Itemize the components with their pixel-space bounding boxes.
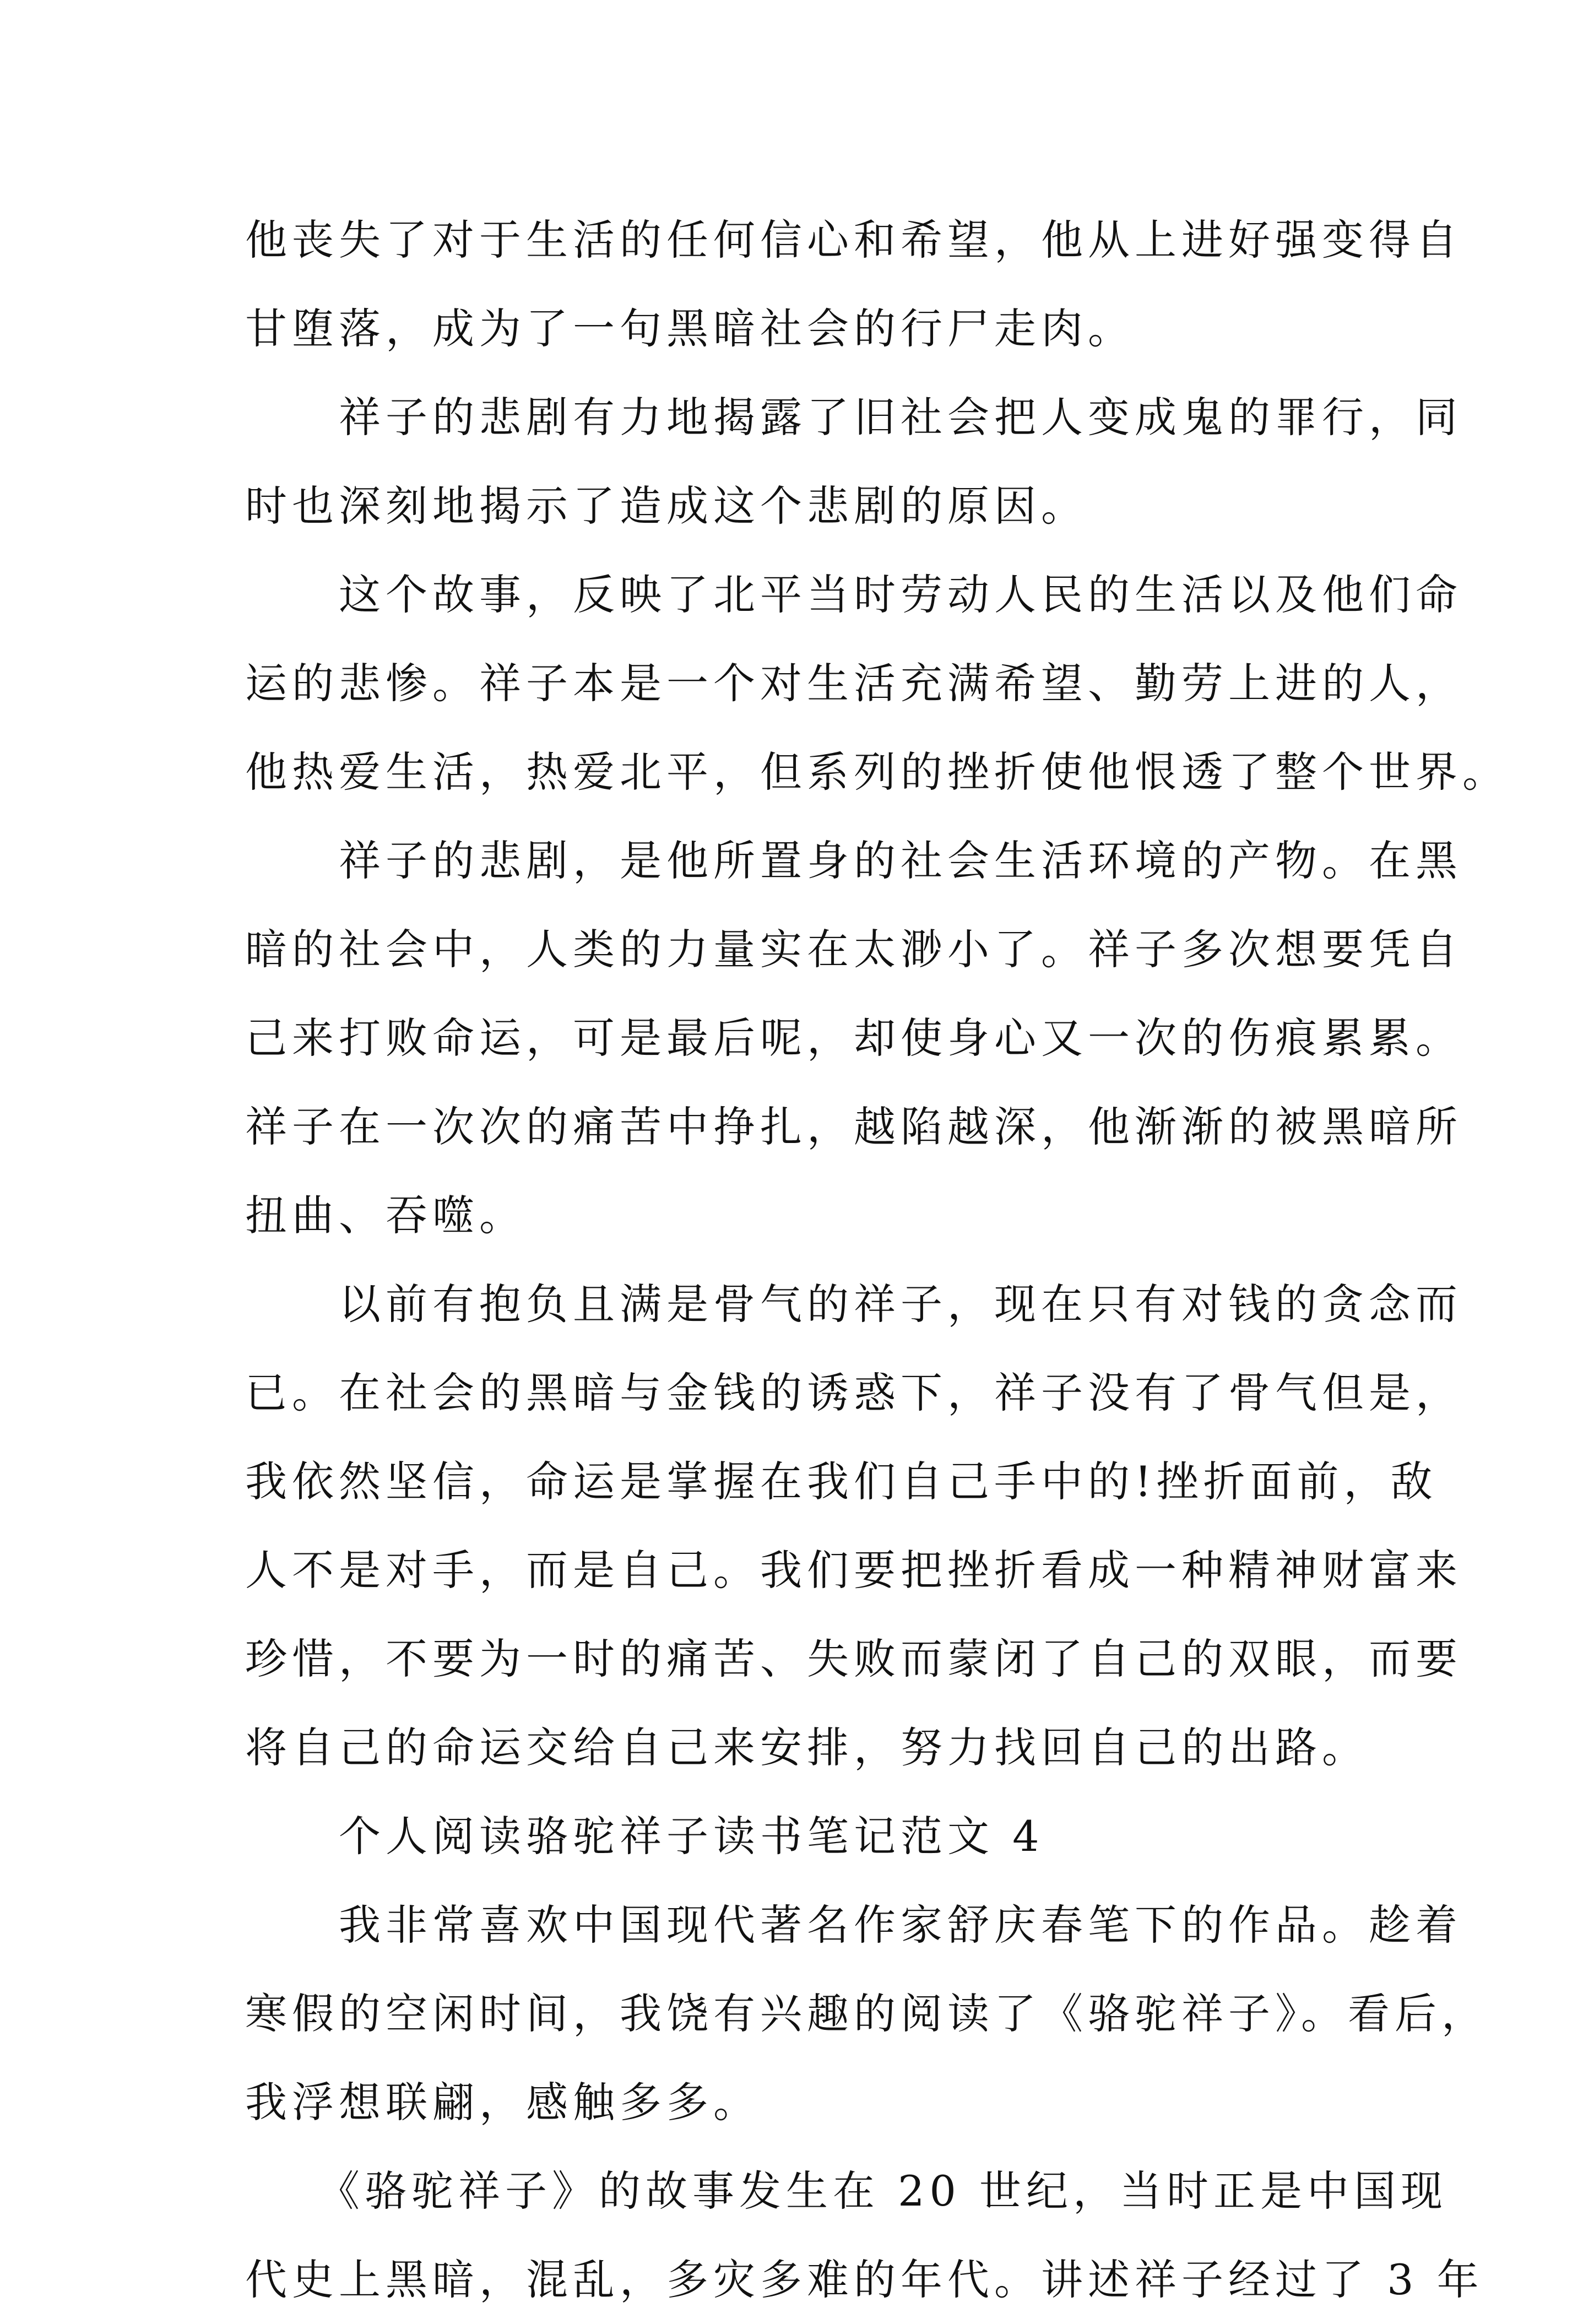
text-line: 将自己的命运交给自己来安排，努力找回自己的出路。: [245, 1723, 1369, 1772]
text-line: 运的悲惨。祥子本是一个对生活充满希望、勤劳上进的人，: [245, 659, 1462, 708]
text-line: 我浮想联翩，感触多多。: [245, 2078, 760, 2127]
text-line: 我非常喜欢中国现代著名作家舒庆春笔下的作品。趁着: [245, 1900, 1462, 1949]
text-line: 扭曲、吞噬。: [245, 1191, 526, 1240]
body-text: [245, 196, 1509, 2324]
text-line: 人不是对手，而是自己。我们要把挫折看成一种精神财富来: [245, 1546, 1462, 1595]
text-line: 已。在社会的黑暗与金钱的诱惑下，祥子没有了骨气但是，: [245, 1368, 1462, 1417]
text-line: 暗的社会中，人类的力量实在太渺小了。祥子多次想要凭自: [245, 925, 1462, 974]
text-line: 以前有抱负且满是骨气的祥子，现在只有对钱的贪念而: [245, 1280, 1462, 1329]
text-line: 我依然坚信，命运是掌握在我们自己手中的!挫折面前，敌: [245, 1457, 1438, 1506]
text-line: 珍惜，不要为一时的痛苦、失败而蒙闭了自己的双眼，而要: [245, 1634, 1462, 1683]
text-line: 时也深刻地揭示了造成这个悲剧的原因。: [245, 481, 1088, 530]
text-line: 代史上黑暗，混乱，多灾多难的年代。讲述祥子经过了 3 年: [245, 2255, 1484, 2304]
text-line: 《骆驼祥子》的故事发生在 20 世纪，当时正是中国现: [245, 2166, 1448, 2215]
text-line: 祥子的悲剧有力地揭露了旧社会把人变成鬼的罪行，同: [245, 393, 1462, 442]
text-line: 甘堕落，成为了一句黑暗社会的行尸走肉。: [245, 304, 1135, 353]
text-line: 祥子的悲剧，是他所置身的社会生活环境的产物。在黑: [245, 836, 1462, 885]
text-line: 这个故事，反映了北平当时劳动人民的生活以及他们命: [245, 570, 1462, 619]
text-line: 寒假的空闲时间，我饶有兴趣的阅读了《骆驼祥子》。看后，: [245, 1989, 1488, 2038]
text-line: 他丧失了对于生活的任何信心和希望，他从上进好强变得自: [245, 215, 1462, 264]
text-line: 他热爱生活，热爱北平，但系列的挫折使他恨透了整个世界。: [245, 747, 1509, 797]
text-line: 己来打败命运，可是最后呢，却使身心又一次的伤痕累累。: [245, 1014, 1462, 1063]
text-line: 祥子在一次次的痛苦中挣扎，越陷越深，他渐渐的被黑暗所: [245, 1102, 1462, 1151]
section-heading: 个人阅读骆驼祥子读书笔记范文 4: [245, 1812, 1044, 1861]
